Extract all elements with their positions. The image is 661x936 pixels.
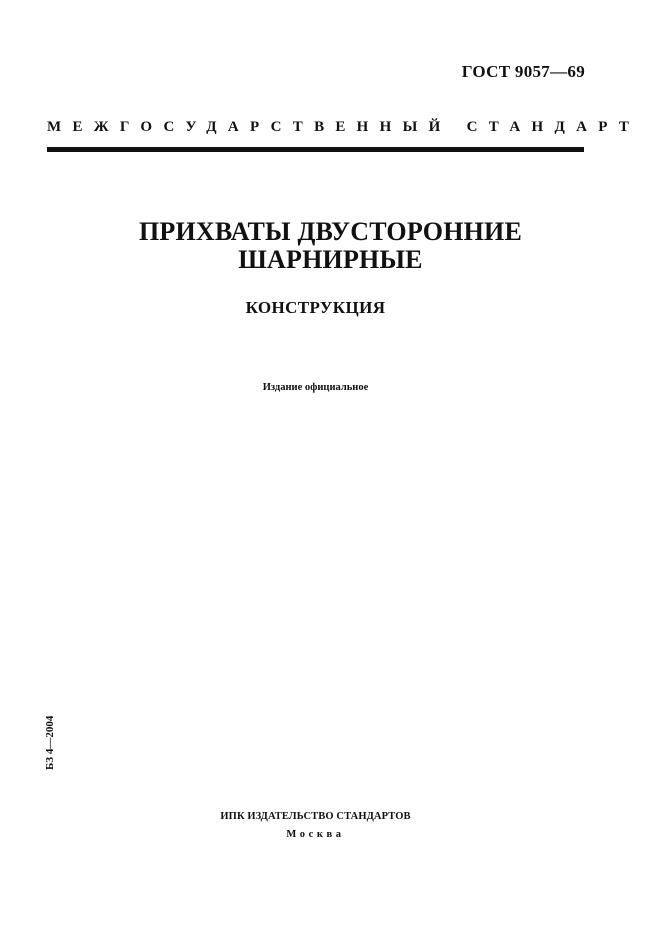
document-subtitle: КОНСТРУКЦИЯ — [245, 298, 386, 317]
side-code: БЗ 4—2004 — [44, 715, 56, 770]
title-line-1: ПРИХВАТЫ ДВУСТОРОННИЕ — [138, 217, 523, 246]
standard-kind-heading: МЕЖГОСУДАРСТВЕННЫЙ СТАНДАРТ — [47, 119, 641, 135]
publisher-name: ИПК ИЗДАТЕЛЬСТВО СТАНДАРТОВ — [220, 811, 411, 822]
edition-note: Издание официальное — [262, 382, 369, 393]
title-line-2: ШАРНИРНЫЕ — [238, 245, 423, 274]
document-title — [0, 218, 661, 274]
document-number: ГОСТ 9057—69 — [461, 62, 585, 81]
publisher-city: Москва — [286, 829, 345, 840]
header-rule — [47, 147, 584, 152]
